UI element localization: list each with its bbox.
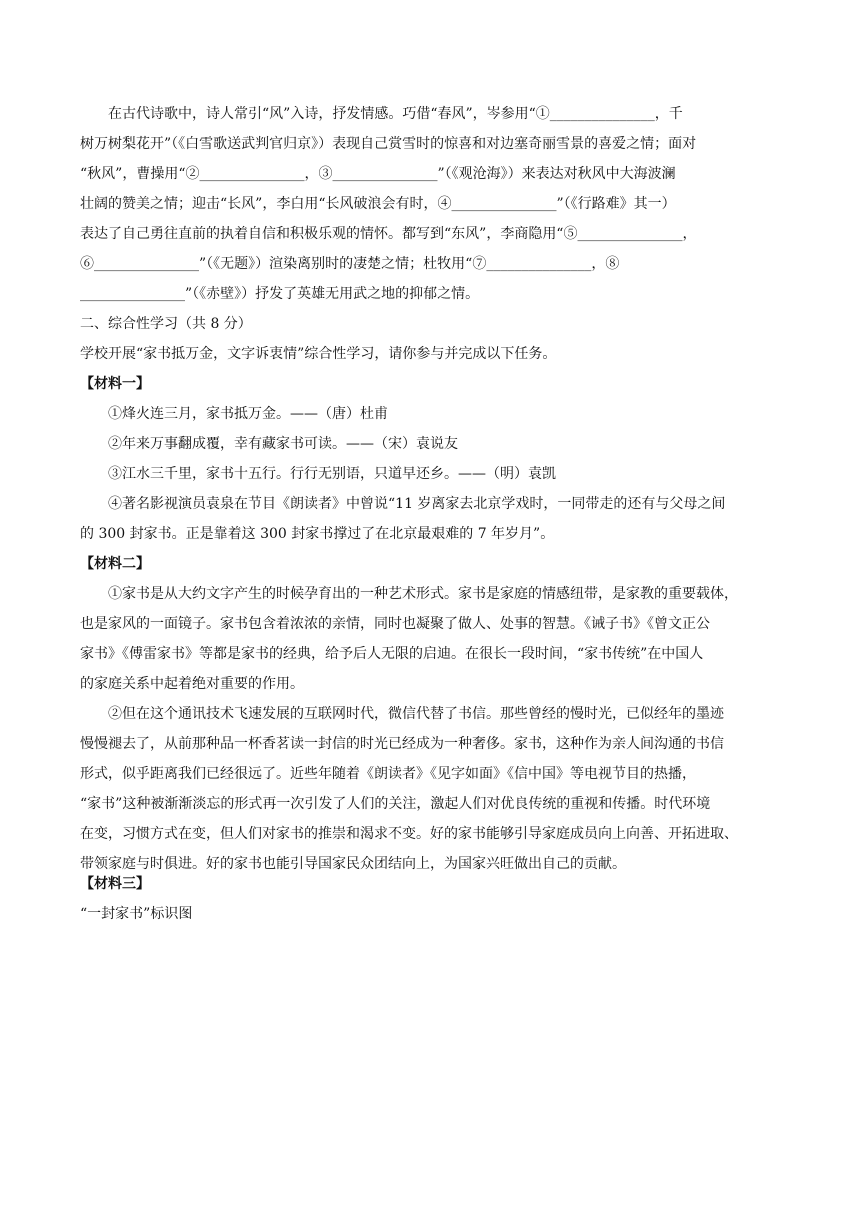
material-one-item-4: ④著名影视演员袁泉在节目《朗读者》中曾说“11 岁离家去北京学戏时，一同带走的还有与父母之间	[108, 496, 726, 512]
material-two-line-6: 慢慢褪去了，从前那种品一杯香茗读一封信的时光已经成为一种奢侈。家书，这种作为亲人间沟通的书信	[80, 736, 724, 752]
logo-image-placeholder	[80, 930, 780, 1190]
material-one-item-2: ②年来万事翻成覆，幸有藏家书可读。——（宋）袁说友	[108, 436, 458, 452]
poem-line-1: 在古代诗歌中，诗人常引“风”入诗，抒发情感。巧借“春风”，岑参用“①_______________，千	[108, 106, 683, 122]
material-two-line-9: 在变，习惯方式在变，但人们对家书的推崇和渴求不变。好的家书能够引导家庭成员向上向善、开拓进取、	[80, 826, 738, 842]
material-two-title: 【材料二】	[80, 556, 150, 572]
material-one-item-4-cont: 的 300 封家书。正是靠着这 300 封家书撑过了在北京最艰难的 7 年岁月”。	[80, 526, 555, 542]
material-one-item-3: ③江水三千里，家书十五行。行行无别语，只道早还乡。——（明）袁凯	[108, 466, 556, 482]
material-two-line-1: ①家书是从大约文字产生的时候孕育出的一种艺术形式。家书是家庭的情感纽带，是家教的重要载体，	[108, 586, 738, 602]
material-two-line-5: ②但在这个通讯技术飞速发展的互联网时代，微信代替了书信。那些曾经的慢时光，已似经年的墨迹	[108, 706, 724, 722]
poem-line-7: _______________”（《赤壁》）抒发了英雄无用武之地的抑郁之情。	[80, 286, 480, 302]
material-two-line-3: 家书》《傅雷家书》等都是家书的经典，给予后人无限的启迪。在很长一段时间，“家书传统”在中国人	[80, 646, 704, 662]
material-two-line-10: 带领家庭与时俱进。好的家书也能引导国家民众团结向上，为国家兴旺做出自己的贡献。	[80, 856, 626, 872]
section-two-intro: 学校开展“家书抵万金，文字诉衷情”综合性学习，请你参与并完成以下任务。	[80, 346, 557, 362]
material-two-line-7: 形式，似乎距离我们已经很远了。近些年随着《朗读者》《见字如面》《信中国》等电视节目的热播，	[80, 766, 696, 782]
material-three-title: 【材料三】	[80, 876, 150, 892]
material-two-line-4: 的家庭关系中起着绝对重要的作用。	[80, 676, 304, 692]
material-one-title: 【材料一】	[80, 376, 150, 392]
material-two-line-2: 也是家风的一面镜子。家书包含着浓浓的亲情，同时也凝聚了做人、处事的智慧。《诫子书》《曾文正公	[80, 616, 710, 632]
poem-line-3: “秋风”，曹操用“②_______________，③_______________”（《观沧海》）来表达对秋风中大海波澜	[80, 166, 676, 182]
material-two-line-8: “家书”这种被渐渐淡忘的形式再一次引发了人们的关注，激起人们对优良传统的重视和传播。时代环境	[80, 796, 711, 812]
section-two-heading: 二、综合性学习（共 8 分）	[80, 316, 252, 332]
poem-line-6: ⑥_______________”（《无题》）渲染离别时的凄楚之情；杜牧用“⑦_______________，⑧	[80, 256, 620, 272]
material-one-item-1: ①烽火连三月，家书抵万金。——（唐）杜甫	[108, 406, 388, 422]
poem-line-2: 树万树梨花开”（《白雪歌送武判官归京》）表现自己赏雪时的惊喜和对边塞奇丽雪景的喜爱之情；面对	[80, 136, 697, 152]
material-three-caption: “一封家书”标识图	[80, 906, 193, 922]
poem-line-5: 表达了自己勇往直前的执着自信和积极乐观的情怀。都写到“东风”，李商隐用“⑤_______________，	[80, 226, 697, 242]
poem-line-4: 壮阔的赞美之情；迎击“长风”，李白用“长风破浪会有时，④_______________”（《行路难》其一）	[80, 196, 676, 212]
